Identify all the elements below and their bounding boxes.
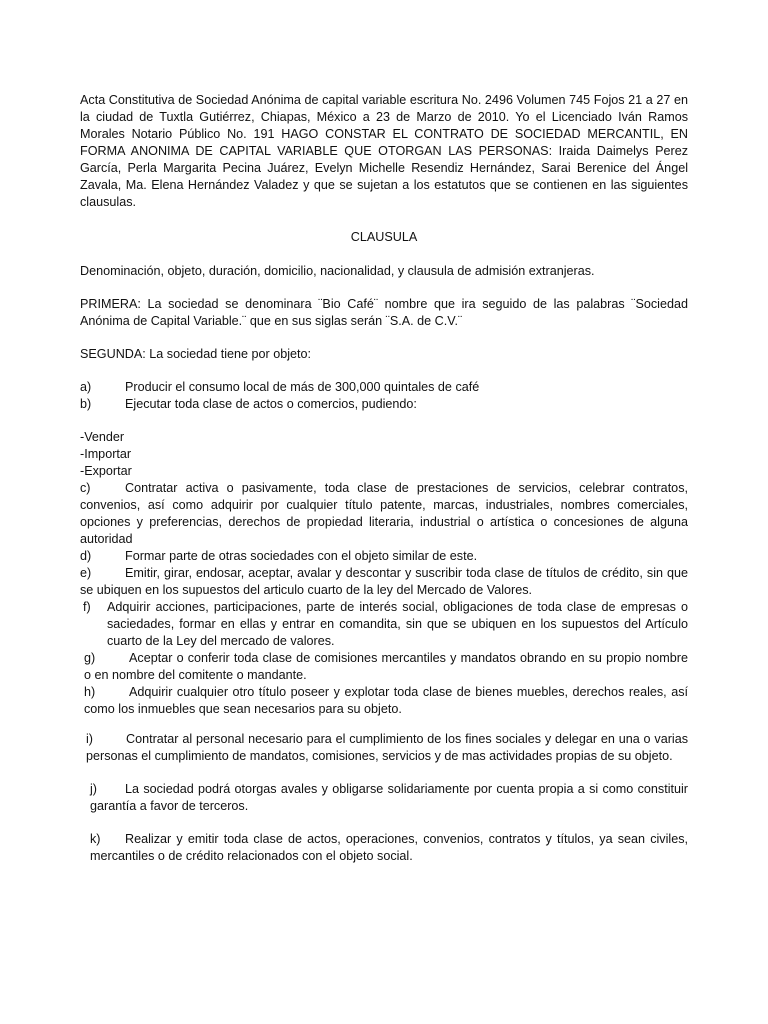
item-text: Contratar activa o pasivamente, toda clase de prestaciones de servicios, celebrar contratos, convenios, así como adquirir por cualquier título patente, marcas, industriales, nombres comerciales, opciones y preferencias, derechos de propiedad literaria, industrial o artística o concesiones de alguna autoridad (80, 481, 688, 546)
object-item-e (80, 565, 688, 599)
item-text: Aceptar o conferir toda clase de comisiones mercantiles y mandatos obrando en su propio nombre o en nombre del comitente o mandante. (84, 651, 688, 682)
item-text: La sociedad podrá otorgas avales y obligarse solidariamente por cuenta propia a si como constituir garantía a favor de terceros. (90, 781, 688, 813)
item-text: Ejecutar toda clase de actos o comercios, pudiendo: (125, 397, 417, 411)
verb-item: -Vender (80, 430, 125, 444)
item-label: f) (83, 600, 91, 614)
item-text: Emitir, girar, endosar, aceptar, avalar y descontar y suscribir toda clase de títulos de crédito, sin que se ubiquen en los supuestos del articulo cuarto de la ley del Mercado de Valores. (80, 566, 688, 597)
document-page (80, 92, 688, 877)
item-text: Formar parte de otras sociedades con el objeto similar de este. (125, 549, 478, 563)
item-text: Adquirir cualquier otro título poseer y explotar toda clase de bienes muebles, derechos reales, así como los inmuebles que sean necesarios para su objeto. (84, 685, 688, 716)
item-text: Contratar al personal necesario para el cumplimiento de los fines sociales y delegar en una o varias personas el cumplimiento de mandatos, comisiones, servicios y de mas actividades propias de su objeto. (86, 731, 688, 763)
clause-primera: PRIMERA: La sociedad se denominara ¨Bio Café¨ nombre que ira seguido de las palabras ¨Sociedad Anónima de Capital Variable.¨ que en sus siglas serán ¨S.A. de C.V.¨ (80, 297, 688, 328)
clause-segunda: SEGUNDA: La sociedad tiene por objeto: (80, 347, 312, 361)
verb-item: -Exportar (80, 464, 132, 478)
section-subtitle: Denominación, objeto, duración, domicilio, nacionalidad, y clausula de admisión extranjeras. (80, 264, 595, 278)
object-list-ab (80, 379, 688, 413)
verb-item: -Importar (80, 447, 132, 461)
item-label: g) (84, 651, 96, 665)
item-label: a) (80, 380, 92, 394)
item-label: h) (84, 685, 96, 699)
item-label: i) (86, 731, 93, 746)
list-item (80, 379, 688, 396)
object-item-i (86, 731, 688, 765)
object-item-j (90, 781, 688, 815)
object-item-h (84, 684, 688, 718)
item-label: b) (80, 397, 92, 411)
verb-list (80, 429, 688, 480)
item-label: d) (80, 549, 92, 563)
list-item (80, 396, 688, 413)
item-text: Realizar y emitir toda clase de actos, operaciones, convenios, contratos y títulos, ya sean civiles, mercantiles o de crédito relacionados con el objeto social. (90, 831, 688, 863)
item-label: j) (90, 781, 97, 796)
item-text: Producir el consumo local de más de 300,000 quintales de café (125, 380, 480, 394)
object-item-k (90, 831, 688, 865)
item-label: k) (90, 831, 101, 846)
intro-paragraph: Acta Constitutiva de Sociedad Anónima de capital variable escritura No. 2496 Volumen 745 Fojos 21 a 27 en la ciudad de Tuxtla Gutiérrez, Chiapas, México a 23 de Marzo de 2010. Yo el Licenciado Iván Ramos Morales Notario Público No. 191 HAGO CONSTAR EL CONTRATO DE SOCIEDAD MERCANTIL, EN FORMA ANONIMA DE CAPITAL VARIABLE QUE OTORGAN LAS PERSONAS: Iraida Daimelys Perez García, Perla Margarita Pecina Juárez, Evelyn Michelle Resendiz Hernández, Sarai Berenice del Ángel Zavala, Ma. Elena Hernández Valadez y que se sujetan a los estatutos que se contienen en las siguientes clausulas. (80, 93, 688, 209)
section-heading: CLAUSULA (350, 230, 418, 244)
item-label: c) (80, 481, 91, 495)
object-item-d (80, 548, 688, 565)
object-item-c (80, 480, 688, 548)
object-item-f (83, 599, 688, 650)
item-row (83, 599, 688, 650)
item-text: Adquirir acciones, participaciones, parte de interés social, obligaciones de toda clase de empresas o saciedades, formar en ellas y entrar en comandita, sin que se ubiquen en los supuestos del Artículo cuarto de la Ley del mercado de valores. (107, 600, 688, 648)
object-item-g (84, 650, 688, 684)
item-label: e) (80, 566, 92, 580)
